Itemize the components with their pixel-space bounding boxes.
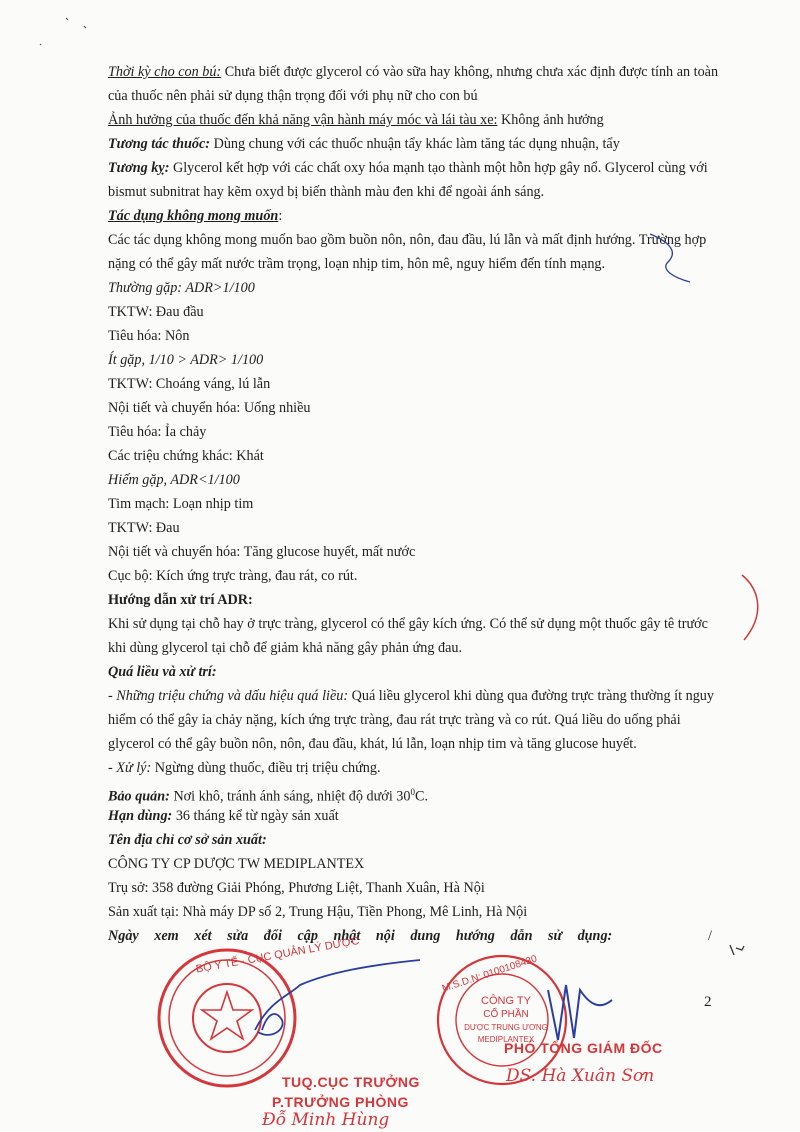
adr-text: Khi sử dụng tại chỗ hay ở trực tràng, glycerol có thể gây kích ứng. Có thể sử dụng một thuốc gây tê trước xyxy=(108,616,708,632)
interaction-label: Tương tác thuốc: xyxy=(108,136,211,152)
side-effects-text-2: nặng có thể gây mất nước trầm trọng, loạn nhịp tim, hôn mê, nguy hiểm đến tính mạng. xyxy=(108,256,606,272)
left-signature-subtitle: P.TRƯỞNG PHÒNG xyxy=(272,1094,409,1110)
svg-text:M.S.D.N: 0100108430: M.S.D.N: 0100108430 xyxy=(440,953,539,995)
overdose-text-2: hiểm có thể gây ỉa chảy nặng, kích ứng trực tràng, đau rát trực tràng và co rút. Quá liều do uống phải xyxy=(108,712,681,728)
overdose-text-3: glycerol có thể gây buồn nôn, nôn, đau đầu, khát, lú lẫn, loạn nhịp tim và tăng glucose huyết. xyxy=(108,736,637,752)
left-signature-icon xyxy=(255,960,420,1035)
revision-date-line: Ngày xem xét sửa đổi cập nhật nội dung hướng dẫn sử dụng: / xyxy=(108,924,720,948)
star-emblem-icon xyxy=(202,992,252,1039)
svg-text:CÔNG TY: CÔNG TY xyxy=(481,995,531,1007)
breastfeeding-line-2: của thuốc nên phải sử dụng thận trọng đối với phụ nữ cho con bú xyxy=(108,88,478,104)
incompatibility-label: Tương kỵ: xyxy=(108,160,170,176)
driving-line: Ảnh hưởng của thuốc đến khả năng vận hành máy móc và lái tàu xe: Không ảnh hưởng xyxy=(108,112,604,128)
check-mark-icon xyxy=(650,234,690,282)
right-company-stamp xyxy=(438,953,566,1084)
incompatibility-line: Tương kỵ: Glycerol kết hợp với các chất oxy hóa mạnh tạo thành một hỗn hợp gây nổ. Glycerol cùng với xyxy=(108,160,708,176)
list-item: Cục bộ: Kích ứng trực tràng, đau rát, co rút. xyxy=(108,568,358,584)
overdose-handling: - Xử lý: Ngừng dùng thuốc, điều trị triệu chứng. xyxy=(108,760,381,776)
driving-label: Ảnh hưởng của thuốc đến khả năng vận hành máy móc và lái tàu xe: xyxy=(108,112,498,128)
adr-heading: Hướng dẫn xử trí ADR: xyxy=(108,592,253,608)
manufacturer-heading: Tên địa chỉ cơ sở sản xuất: xyxy=(108,832,267,848)
left-official-stamp xyxy=(159,934,360,1086)
left-stamp-text: BỘ Y TẾ · CỤC QUẢN LÝ DƯỢC xyxy=(195,934,361,976)
uncommon-heading: Ít gặp, 1/10 > ADR> 1/100 xyxy=(108,352,264,368)
list-item: Tim mạch: Loạn nhịp tim xyxy=(108,496,254,512)
list-item: Các triệu chứng khác: Khát xyxy=(108,448,264,464)
interaction-line: Tương tác thuốc: Dùng chung với các thuốc nhuận tẩy khác làm tăng tác dụng nhuận, tẩy xyxy=(108,136,620,152)
list-item: TKTW: Choáng váng, lú lẫn xyxy=(108,376,271,392)
svg-text:DƯỢC TRUNG ƯƠNG: DƯỢC TRUNG ƯƠNG xyxy=(464,1023,548,1032)
right-signatory-name: DS. Hà Xuân Sơn xyxy=(506,1066,655,1086)
company-name: CÔNG TY CP DƯỢC TW MEDIPLANTEX xyxy=(108,856,365,872)
rare-heading: Hiếm gặp, ADR<1/100 xyxy=(108,472,240,488)
svg-text:CỔ PHẦN: CỔ PHẦN xyxy=(483,1009,529,1020)
svg-text:MEDIPLANTEX: MEDIPLANTEX xyxy=(477,1035,535,1044)
revision-mark: / xyxy=(708,928,712,944)
page-number: 2 xyxy=(704,994,712,1010)
right-signature-icon xyxy=(548,985,612,1040)
incompatibility-line-2: bismut subnitrat hay kẽm oxyd bị biến thành màu đen khi để ngoài ánh sáng. xyxy=(108,184,545,200)
list-item: Nội tiết và chuyển hóa: Uống nhiều xyxy=(108,400,311,416)
list-item: Nội tiết và chuyển hóa: Tăng glucose huyết, mất nước xyxy=(108,544,416,560)
breastfeeding-line: Thời kỳ cho con bú: Chưa biết được glycerol có vào sữa hay không, nhưng chưa xác định được tính an toàn xyxy=(108,64,719,80)
list-item: Tiêu hóa: Nôn xyxy=(108,328,190,344)
scan-speck-icon xyxy=(40,18,86,45)
list-item: TKTW: Đau đầu xyxy=(108,304,204,320)
right-signature-title: PHÓ TỔNG GIÁM ĐỐC xyxy=(504,1040,663,1056)
shelf-life-line: Hạn dùng: 36 tháng kể từ ngày sản xuất xyxy=(108,808,339,824)
adr-text-2: khi dùng glycerol tại chỗ để giảm khả năng gây phản ứng đau. xyxy=(108,640,463,656)
head-office: Trụ sở: 358 đường Giải Phóng, Phương Liệt, Thanh Xuân, Hà Nội xyxy=(108,880,485,896)
overdose-heading: Quá liều và xử trí: xyxy=(108,664,217,680)
left-signature-title: TUQ.CỤC TRƯỞNG xyxy=(282,1074,420,1090)
overdose-symptoms: - Những triệu chứng và dấu hiệu quá liều: Quá liều glycerol khi dùng qua đường trực tràng thường ít nguy xyxy=(108,688,714,704)
list-item: Tiêu hóa: Ỉa chảy xyxy=(108,424,207,440)
initials-mark-icon xyxy=(730,945,744,955)
side-effects-heading: Tác dụng không mong muốn: xyxy=(108,208,283,224)
storage-line: Bảo quản: Nơi khô, tránh ánh sáng, nhiệt độ dưới $30^0C$. xyxy=(108,787,429,805)
breastfeeding-label: Thời kỳ cho con bú: xyxy=(108,64,222,80)
common-heading: Thường gặp: ADR>1/100 xyxy=(108,280,255,296)
left-signatory-name: Đỗ Minh Hùng xyxy=(262,1110,390,1130)
factory-address: Sản xuất tại: Nhà máy DP số 2, Trung Hậu, Tiền Phong, Mê Linh, Hà Nội xyxy=(108,904,528,920)
side-effects-text: Các tác dụng không mong muốn bao gồm buồn nôn, nôn, đau đầu, lú lẫn và mất định hướng. Trường hợp xyxy=(108,232,707,248)
list-item: TKTW: Đau xyxy=(108,520,180,536)
edge-red-mark-icon xyxy=(742,575,758,640)
